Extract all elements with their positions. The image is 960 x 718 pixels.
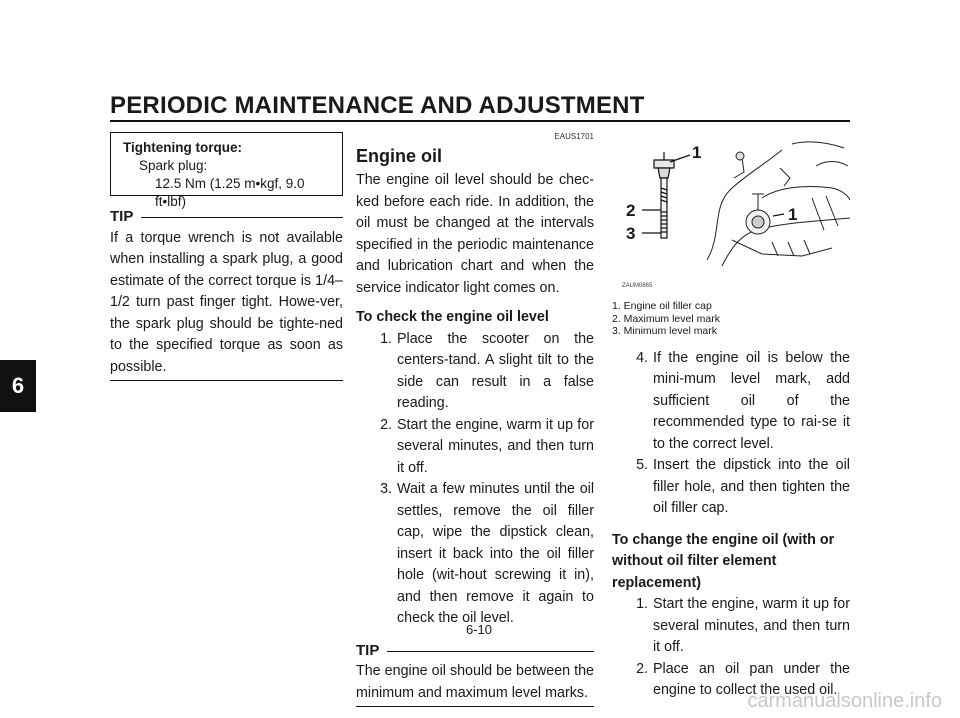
figure-callout: 3 [626, 224, 636, 243]
step-text: If the engine oil is below the mini-mum level mark, add sufficient oil of the recommended type to rai-se it to the correct level. [653, 349, 850, 452]
figure-legend [612, 300, 850, 338]
tip-rule [387, 651, 594, 652]
tip-label: TIP [110, 208, 134, 225]
legend-item: 1. Engine oil filler cap [612, 300, 712, 312]
section-code: EAUS1701 [554, 132, 594, 141]
column-2 [356, 132, 594, 707]
step-number: 3. [380, 481, 392, 497]
step-text: Place the scooter on the centers-tand. A slight tilt to the side can result in a false reading. [397, 330, 594, 411]
figure-callout: 1 [788, 205, 798, 224]
list-item [612, 348, 850, 456]
tip-end-rule [110, 380, 343, 381]
tip-text: If a torque wrench is not available when installing a spark plug, a good estimate of the correct torque is 1/4–1/2 turn past finger tight. Howe-ver, the spark plug should be tighte-ned to the specified torque as soon as possible. [110, 229, 343, 375]
change-heading: To change the engine oil (with or without oil filter element replacement) [612, 531, 835, 591]
list-item [356, 329, 594, 415]
column-1 [110, 132, 343, 381]
torque-item: Spark plug: [139, 158, 208, 173]
list-item [612, 455, 850, 520]
tip-rule [141, 217, 343, 218]
list-item [612, 594, 850, 659]
torque-value: 12.5 Nm (1.25 m•kgf, 9.0 ft•lbf) [155, 176, 305, 209]
step-number: 1. [380, 330, 392, 347]
step-number: 2. [636, 660, 648, 677]
figure-callout: 2 [626, 201, 636, 220]
step-text: Wait a few minutes until the oil settles, remove the oil filler cap, wipe the dipstick clean, insert it back into the oil filler hole (wit-hout screwing it in), and then remove it again to check the oil level. [397, 481, 594, 626]
header-rule [110, 120, 850, 122]
check-steps-continued [612, 348, 850, 520]
column-3 [612, 132, 850, 712]
legend-item: 3. Minimum level mark [612, 325, 718, 337]
tip-end-rule [356, 706, 594, 707]
chapter-tab[interactable]: 6 [0, 360, 36, 412]
step-text: Start the engine, warm it up for several minutes, and then turn it off. [653, 596, 850, 655]
intro-paragraph: The engine oil level should be chec-ked before each ride. In addition, the oil must be changed at the intervals specified in the periodic maintenance and lubrication chart and when the service indicator light comes on. [356, 172, 594, 296]
figure-code: ZAUM0665 [622, 283, 653, 289]
step-text: Place an oil pan under the engine to collect the used oil. [653, 660, 850, 698]
legend-item: 2. Maximum level mark [612, 312, 720, 325]
list-item [356, 479, 594, 630]
figure-callout: 1 [692, 143, 702, 162]
check-steps [356, 329, 594, 630]
page-number: 6-10 [466, 622, 493, 637]
engine-oil-figure [612, 138, 850, 288]
tip-heading [356, 640, 594, 662]
site-watermark[interactable]: carmanualsonline.info [747, 690, 942, 712]
change-steps [612, 594, 850, 702]
engine-oil-illustration [612, 138, 850, 288]
step-text: Start the engine, warm it up for several minutes, and then turn it off. [397, 416, 594, 476]
list-item [356, 415, 594, 480]
step-text: Insert the dipstick into the oil filler hole, and then tighten the oil filler cap. [653, 457, 850, 516]
step-number: 1. [636, 596, 648, 612]
step-number: 4. [636, 349, 648, 366]
section-title: Engine oil [356, 146, 443, 166]
page-header-title: PERIODIC MAINTENANCE AND ADJUSTMENT [110, 92, 645, 119]
check-heading: To check the engine oil level [356, 309, 549, 325]
tip-label: TIP [356, 641, 380, 659]
torque-box [110, 132, 343, 209]
tip-text: The engine oil should be between the minimum and maximum level marks. [356, 663, 594, 701]
step-number: 2. [380, 416, 392, 433]
tip-heading [110, 206, 343, 228]
step-number: 5. [636, 457, 648, 473]
torque-title: Tightening torque: [123, 140, 242, 155]
